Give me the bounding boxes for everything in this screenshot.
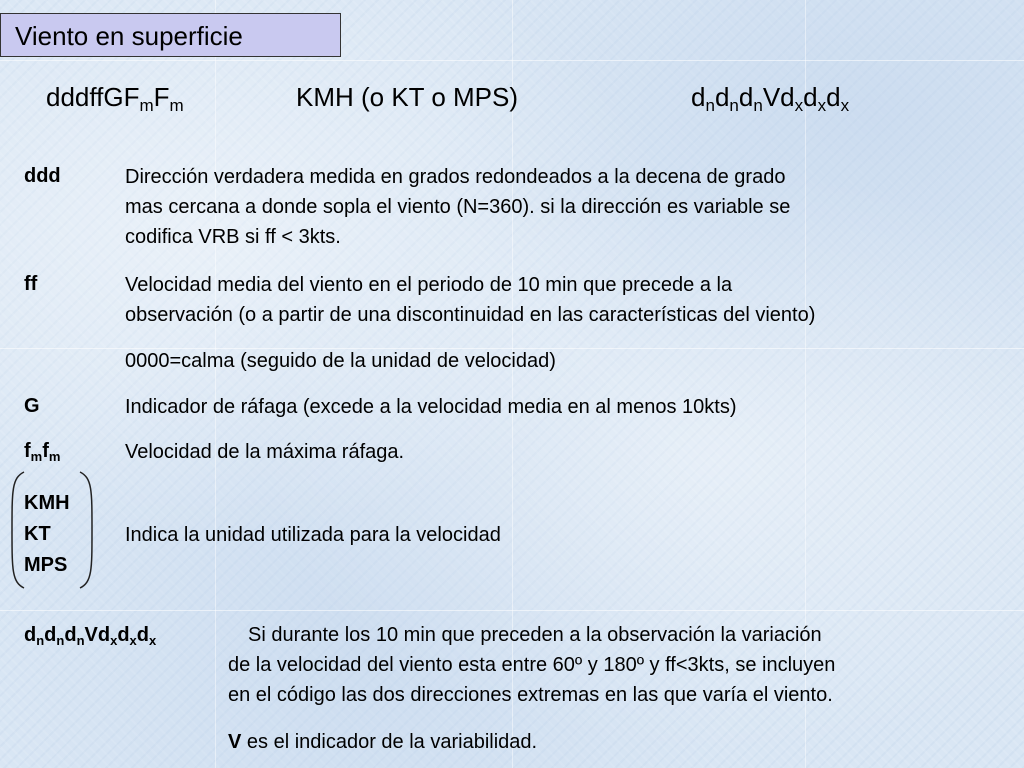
title-box: [0, 13, 341, 57]
description-calm: 0000=calma (seguido de la unidad de velocidad): [125, 350, 556, 372]
term-variation: $d_nd_nd_nVd_xd_xd_x$: [24, 624, 157, 648]
code-group-variation: $d_nd_nd_nVd_xd_xd_x$: [691, 82, 850, 115]
code-group-units: KMH (o KT o MPS): [296, 82, 519, 112]
description-variation-line-1: Si durante los 10 min que preceden a la observación la variación: [248, 624, 822, 646]
term-ff: ff: [24, 273, 38, 295]
description-variation-line-2: de la velocidad del viento esta entre 60º y 180º y ff<3kts, se incluyen: [228, 654, 836, 676]
term-ddd: ddd: [24, 165, 61, 187]
description-g: Indicador de ráfaga (excede a la velocidad media en al menos 10kts): [125, 396, 737, 418]
term-kmh: KMH: [24, 492, 70, 514]
slide-title: Viento en superficie: [15, 21, 243, 51]
term-kt: KT: [24, 523, 51, 545]
term-fmfm: $f_mf_m$: [24, 440, 61, 464]
background-line: [215, 0, 216, 768]
description-units: Indica la unidad utilizada para la velocidad: [125, 524, 501, 546]
description-fmfm: Velocidad de la máxima ráfaga.: [125, 441, 405, 463]
description-v-indicator: V es el indicador de la variabilidad.: [228, 731, 538, 753]
description-ff: Velocidad media del viento en el periodo de 10 min que precede a la observación (o a partir de una discontinuidad en las características del viento): [125, 274, 816, 326]
code-group-wind: $dddffGF_mF_m$: [46, 82, 184, 115]
description-variation-line-3: en el código las dos direcciones extremas en las que varía el viento.: [228, 684, 833, 706]
term-g: G: [24, 395, 40, 417]
description-ddd: Dirección verdadera medida en grados redondeados a la decena de grado mas cercana a donde sopla el viento (N=360). si la dirección es variable se codifica VRB si ff < 3kts.: [125, 166, 791, 248]
term-mps: MPS: [24, 554, 68, 576]
